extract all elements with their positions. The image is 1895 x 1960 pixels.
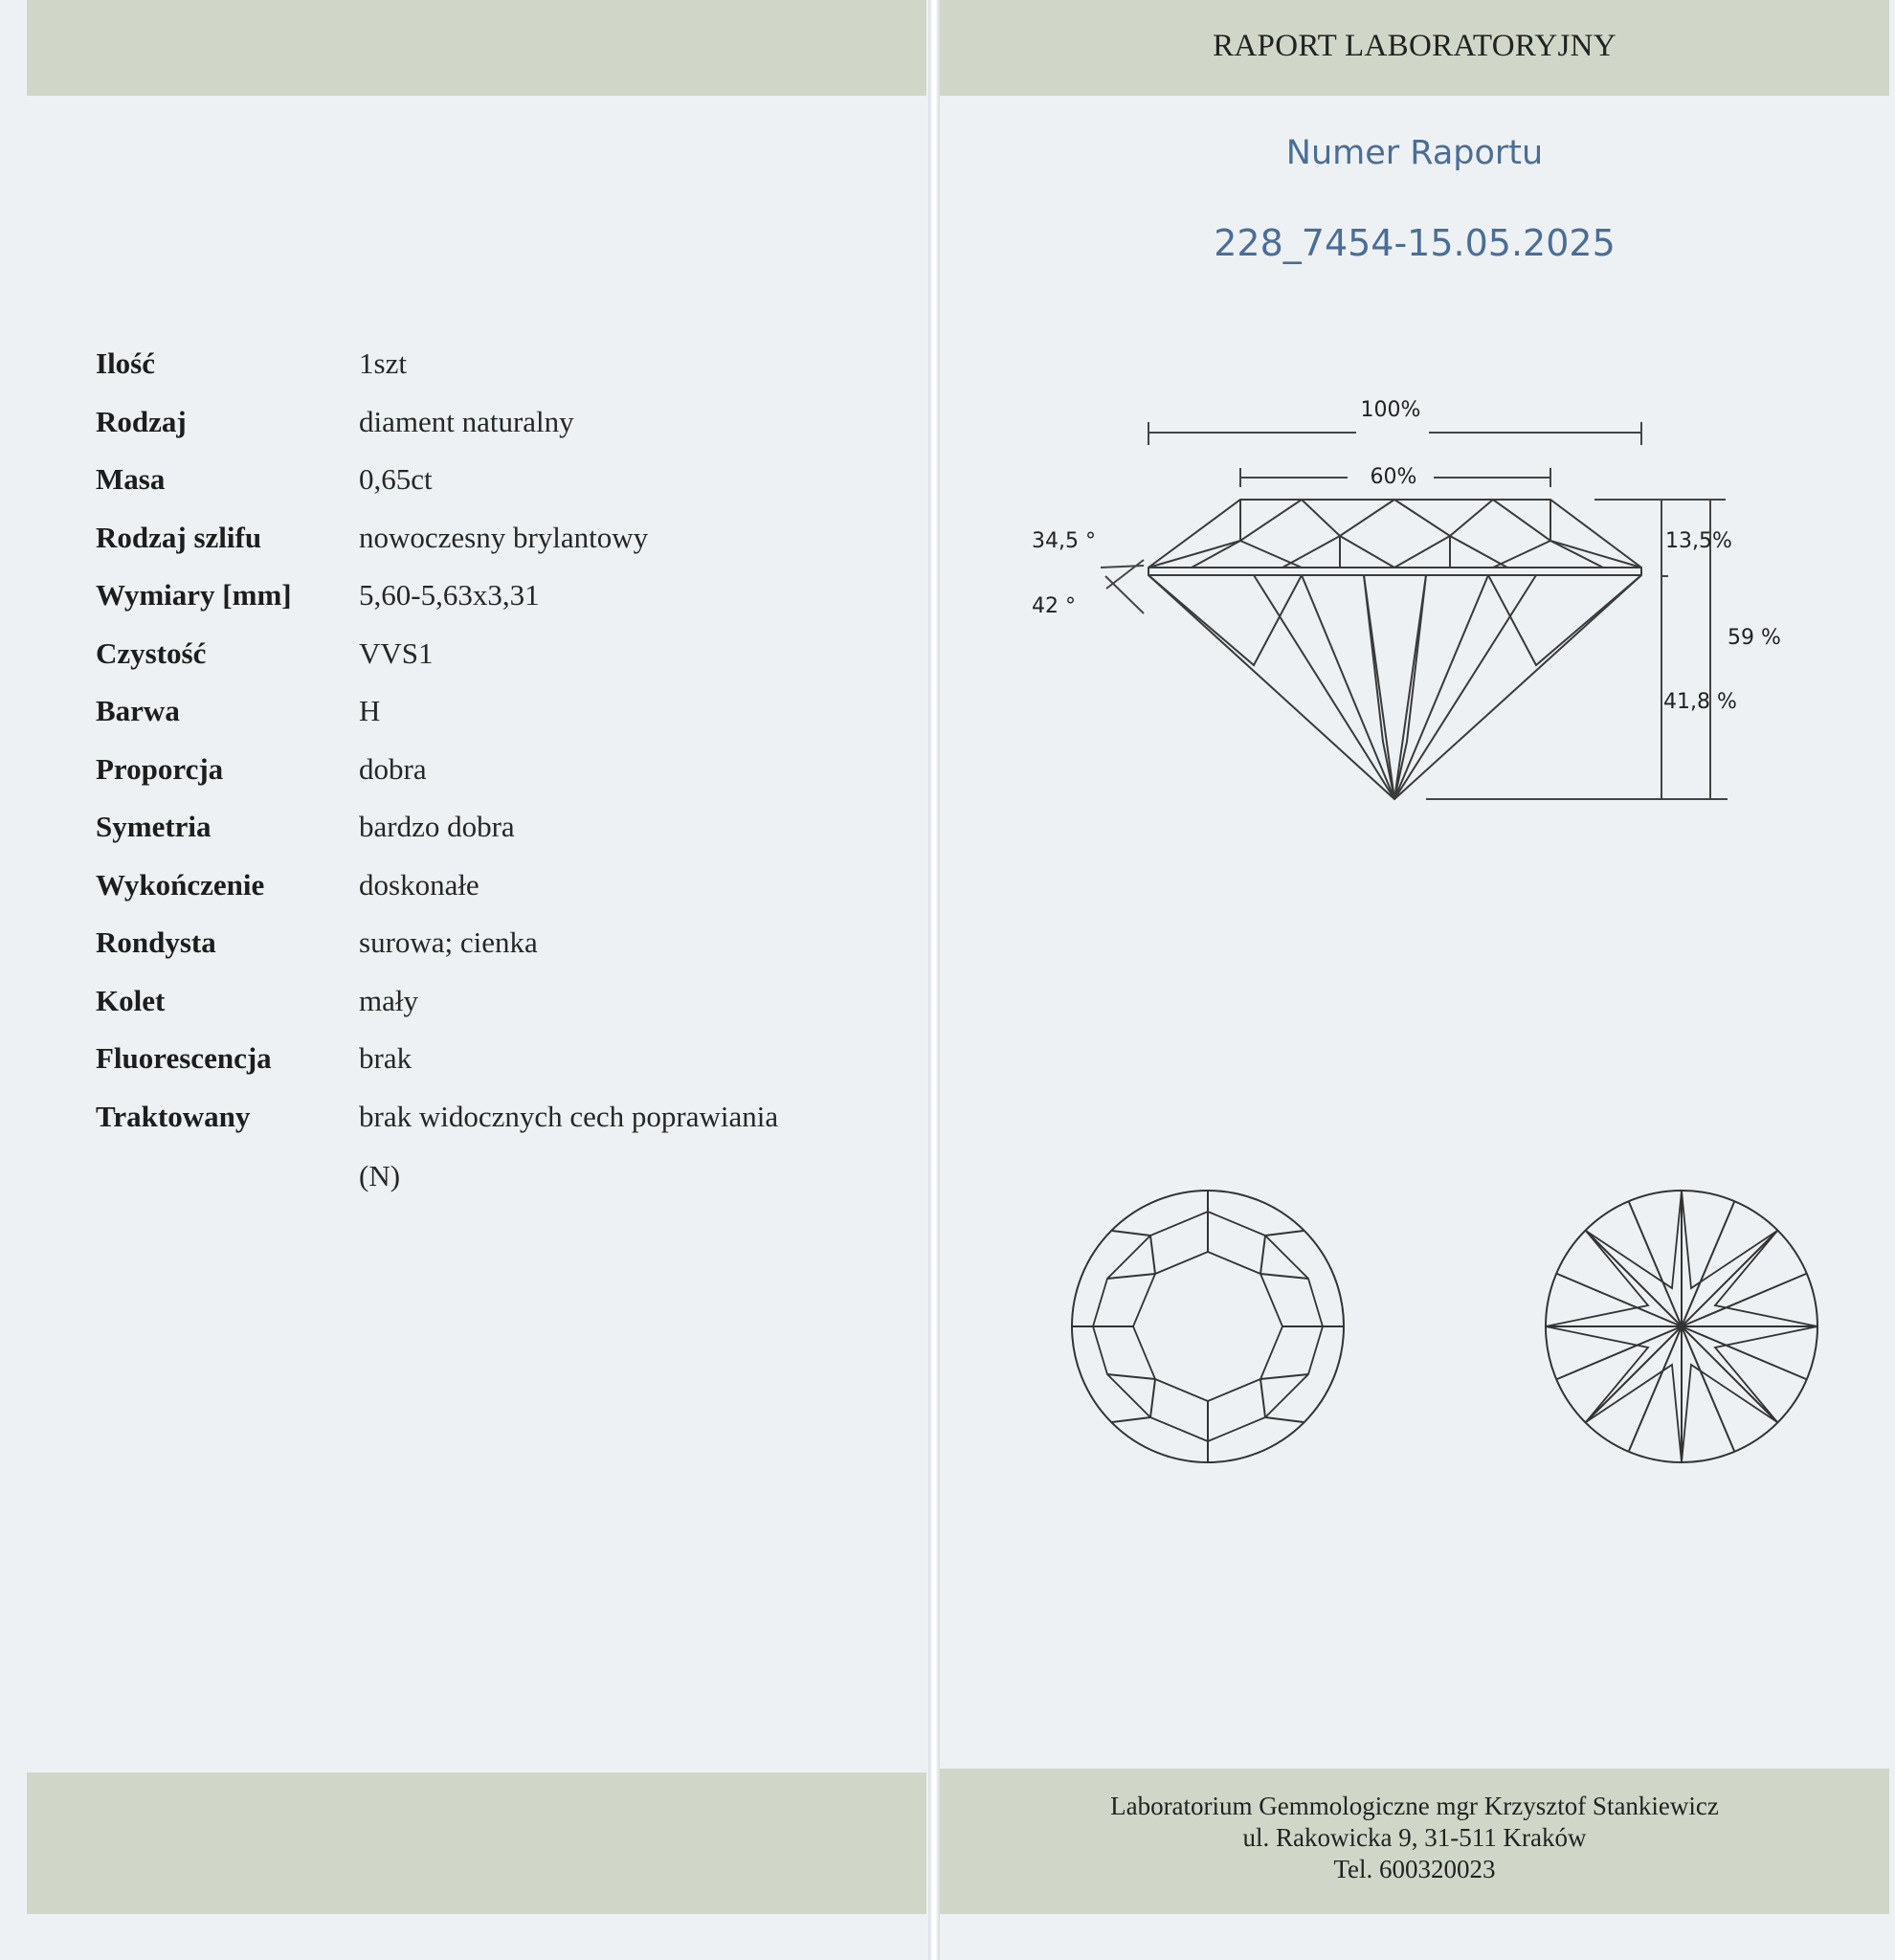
spec-label-culet: Kolet — [96, 983, 166, 1017]
spec-row — [96, 462, 919, 521]
treatment-line-1: brak widocznych cech poprawiania — [359, 1099, 779, 1133]
spec-label-mass: Masa — [96, 462, 166, 496]
right-panel — [940, 0, 1895, 1960]
treatment-line-2: (N) — [359, 1158, 401, 1192]
specs-table — [96, 346, 919, 1192]
spec-row — [96, 810, 919, 868]
pavilion-angle-label: 42 ° — [1032, 594, 1076, 618]
spec-value-type: diament naturalny — [359, 404, 574, 438]
top-band-left — [27, 0, 926, 96]
spec-label-girdle: Rondysta — [96, 925, 216, 959]
spec-label-dimensions: Wymiary [mm] — [96, 578, 292, 612]
spec-value-cut-type: nowoczesny brylantowy — [359, 520, 649, 554]
spec-value-dimensions: 5,60-5,63x3,31 — [359, 578, 540, 612]
spec-label-fluorescence: Fluorescencja — [96, 1041, 272, 1075]
spec-value-finish: doskonałe — [359, 867, 479, 902]
spec-row — [96, 752, 919, 811]
spec-row — [96, 694, 919, 752]
spec-value-symmetry: bardzo dobra — [359, 810, 515, 843]
lab-name: Laboratorium Gemmologiczne mgr Krzysztof Stankiewicz — [1110, 1792, 1719, 1820]
pavilion-depth-label: 41,8 % — [1663, 690, 1737, 714]
spec-row — [96, 925, 919, 984]
report-number-value: 228_7454-15.05.2025 — [1214, 222, 1616, 264]
spec-label-clarity: Czystość — [96, 635, 207, 670]
spec-row — [96, 405, 919, 463]
spec-value-clarity: VVS1 — [359, 635, 434, 670]
total-depth-label: 59 % — [1728, 626, 1781, 650]
lab-phone: Tel. 600320023 — [1333, 1855, 1496, 1883]
total-width-label: 100% — [1360, 398, 1421, 422]
spec-row — [96, 521, 919, 579]
spec-label-quantity: Ilość — [96, 346, 155, 380]
crown-height-label: 13,5% — [1665, 529, 1732, 553]
spec-row — [96, 1099, 919, 1192]
spec-label-treatment: Traktowany — [96, 1099, 251, 1133]
spec-label-symmetry: Symetria — [96, 810, 212, 843]
spec-value-color: H — [359, 694, 381, 727]
spec-row — [96, 984, 919, 1042]
spec-value-quantity: 1szt — [359, 346, 407, 380]
spec-row — [96, 346, 919, 405]
lab-address: ul. Rakowicka 9, 31-511 Kraków — [1242, 1823, 1587, 1852]
diamond-outline — [1148, 500, 1641, 799]
spec-value-proportion: dobra — [359, 751, 427, 786]
report-title: RAPORT LABORATORYJNY — [1213, 29, 1616, 63]
spec-label-proportion: Proporcja — [96, 751, 224, 786]
lab-footer — [940, 1791, 1889, 1885]
spec-row — [96, 578, 919, 636]
spec-value-girdle: surowa; cienka — [359, 925, 538, 959]
spec-value-mass: 0,65ct — [359, 462, 433, 496]
table-width-label: 60% — [1370, 465, 1417, 489]
spec-row — [96, 1041, 919, 1100]
spec-row — [96, 868, 919, 926]
spec-value-culet: mały — [359, 983, 418, 1017]
spec-label-cut-type: Rodzaj szlifu — [96, 520, 262, 554]
bottom-band-left — [27, 1772, 926, 1914]
report-number-label: Numer Raportu — [1285, 134, 1544, 172]
diamond-bottom-view-diagram — [1538, 1183, 1825, 1470]
diamond-top-view-diagram — [1064, 1183, 1351, 1470]
spec-value-treatment — [359, 1100, 933, 1193]
diamond-profile-diagram — [1014, 378, 1799, 818]
crown-angle-label: 34,5 ° — [1032, 529, 1096, 553]
spec-label-color: Barwa — [96, 694, 180, 727]
fold-line — [928, 0, 940, 1960]
spec-row — [96, 636, 919, 695]
spec-value-fluorescence: brak — [359, 1041, 412, 1075]
spec-label-type: Rodzaj — [96, 404, 187, 438]
spec-label-finish: Wykończenie — [96, 867, 265, 902]
